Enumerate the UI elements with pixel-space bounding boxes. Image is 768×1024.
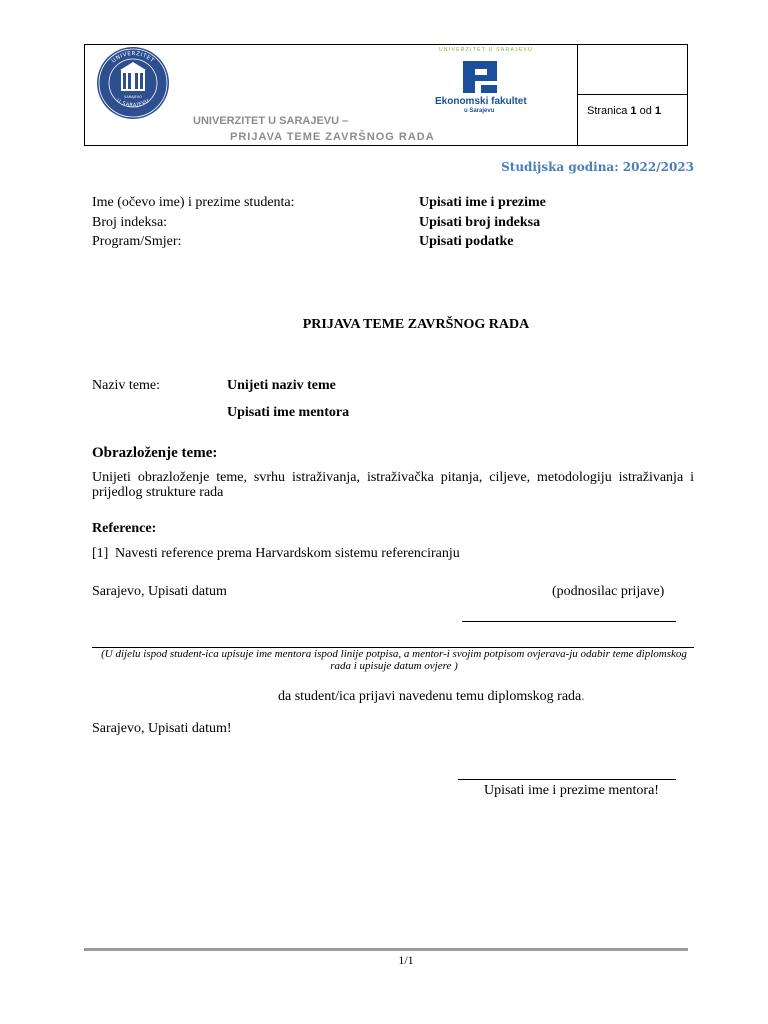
page-title: PRIJAVA TEME ZAVRŠNOG RADA <box>302 317 530 332</box>
footer-page-number: 1/1 <box>398 953 414 967</box>
seal-text-city: SARAJEVO <box>124 95 142 99</box>
page-prefix: Stranica <box>587 105 628 117</box>
header-divider <box>577 94 687 95</box>
student-program-value[interactable]: Upisati podatke <box>419 234 514 249</box>
header-form-title: PRIJAVA TEME ZAVRŠNOG RADA <box>230 131 435 143</box>
signature1-place-date[interactable]: Sarajevo, Upisati datum <box>92 584 227 599</box>
page-total: 1 <box>654 105 662 117</box>
mentor-value[interactable]: Upisati ime mentora <box>227 405 350 420</box>
academic-year: Studijska godina: 2022/2023 <box>501 160 694 174</box>
reference-number: [1] <box>92 546 109 561</box>
mentor-name[interactable]: Upisati ime i prezime mentora! <box>484 783 659 798</box>
page-indicator <box>587 105 661 117</box>
faculty-city: u Sarajevu <box>464 108 495 114</box>
seal-text-bottom: U SARAJEVU <box>115 97 151 109</box>
topic-value[interactable]: Unijeti naziv teme <box>227 378 336 393</box>
seal-text-top: UNIVERZITET <box>110 50 156 65</box>
approval-text <box>278 689 585 705</box>
page-sep: od <box>639 105 652 117</box>
applicant-label: (podnosilac prijave) <box>552 584 665 599</box>
student-name-label: Ime (očevo ime) i prezime studenta: <box>92 195 295 210</box>
student-index-value[interactable]: Upisati broj indeksa <box>419 215 541 230</box>
university-name: UNIVERZITET U SARAJEVU – <box>193 115 349 127</box>
rationale-heading: Obrazloženje teme: <box>92 445 218 461</box>
page-current: 1 <box>630 105 637 117</box>
references-heading: Reference: <box>92 521 157 536</box>
student-name-value[interactable]: Upisati ime i prezime <box>419 195 546 210</box>
header-table <box>84 44 688 146</box>
instruction-note: (U dijelu ispod student-ica upisuje ime mentora ispod linije potpisa, a mentor-i svojim potpisom ovjerava-ju odabir teme diplomskog rada i upisuje datum ovjere ) <box>101 648 687 672</box>
faculty-top-label: UNIVERZITET U SARAJEVU <box>439 47 534 53</box>
mentor-signature-line <box>458 779 676 780</box>
approval-period: . <box>581 689 585 704</box>
topic-label: Naziv teme: <box>92 378 161 393</box>
university-seal-logo <box>95 45 171 121</box>
applicant-signature-line <box>462 621 676 622</box>
rationale-text[interactable]: Unijeti obrazloženje teme, svrhu istraživanja, istraživačka pitanja, ciljeve, metodologiju istraživanja i prijedlog strukture rada <box>92 470 694 500</box>
reference-item[interactable]: Navesti reference prema Harvardskom sistemu referenciranju <box>115 546 460 561</box>
faculty-name: Ekonomski fakultet <box>435 96 527 107</box>
faculty-logo <box>461 59 499 95</box>
approval-sentence: da student/ica prijavi navedenu temu diplomskog rada <box>278 689 582 704</box>
header-divider <box>577 45 578 145</box>
signature2-place-date[interactable]: Sarajevo, Upisati datum! <box>92 721 232 736</box>
student-index-label: Broj indeksa: <box>92 215 168 230</box>
footer-divider <box>84 948 688 951</box>
student-program-label: Program/Smjer: <box>92 234 182 249</box>
